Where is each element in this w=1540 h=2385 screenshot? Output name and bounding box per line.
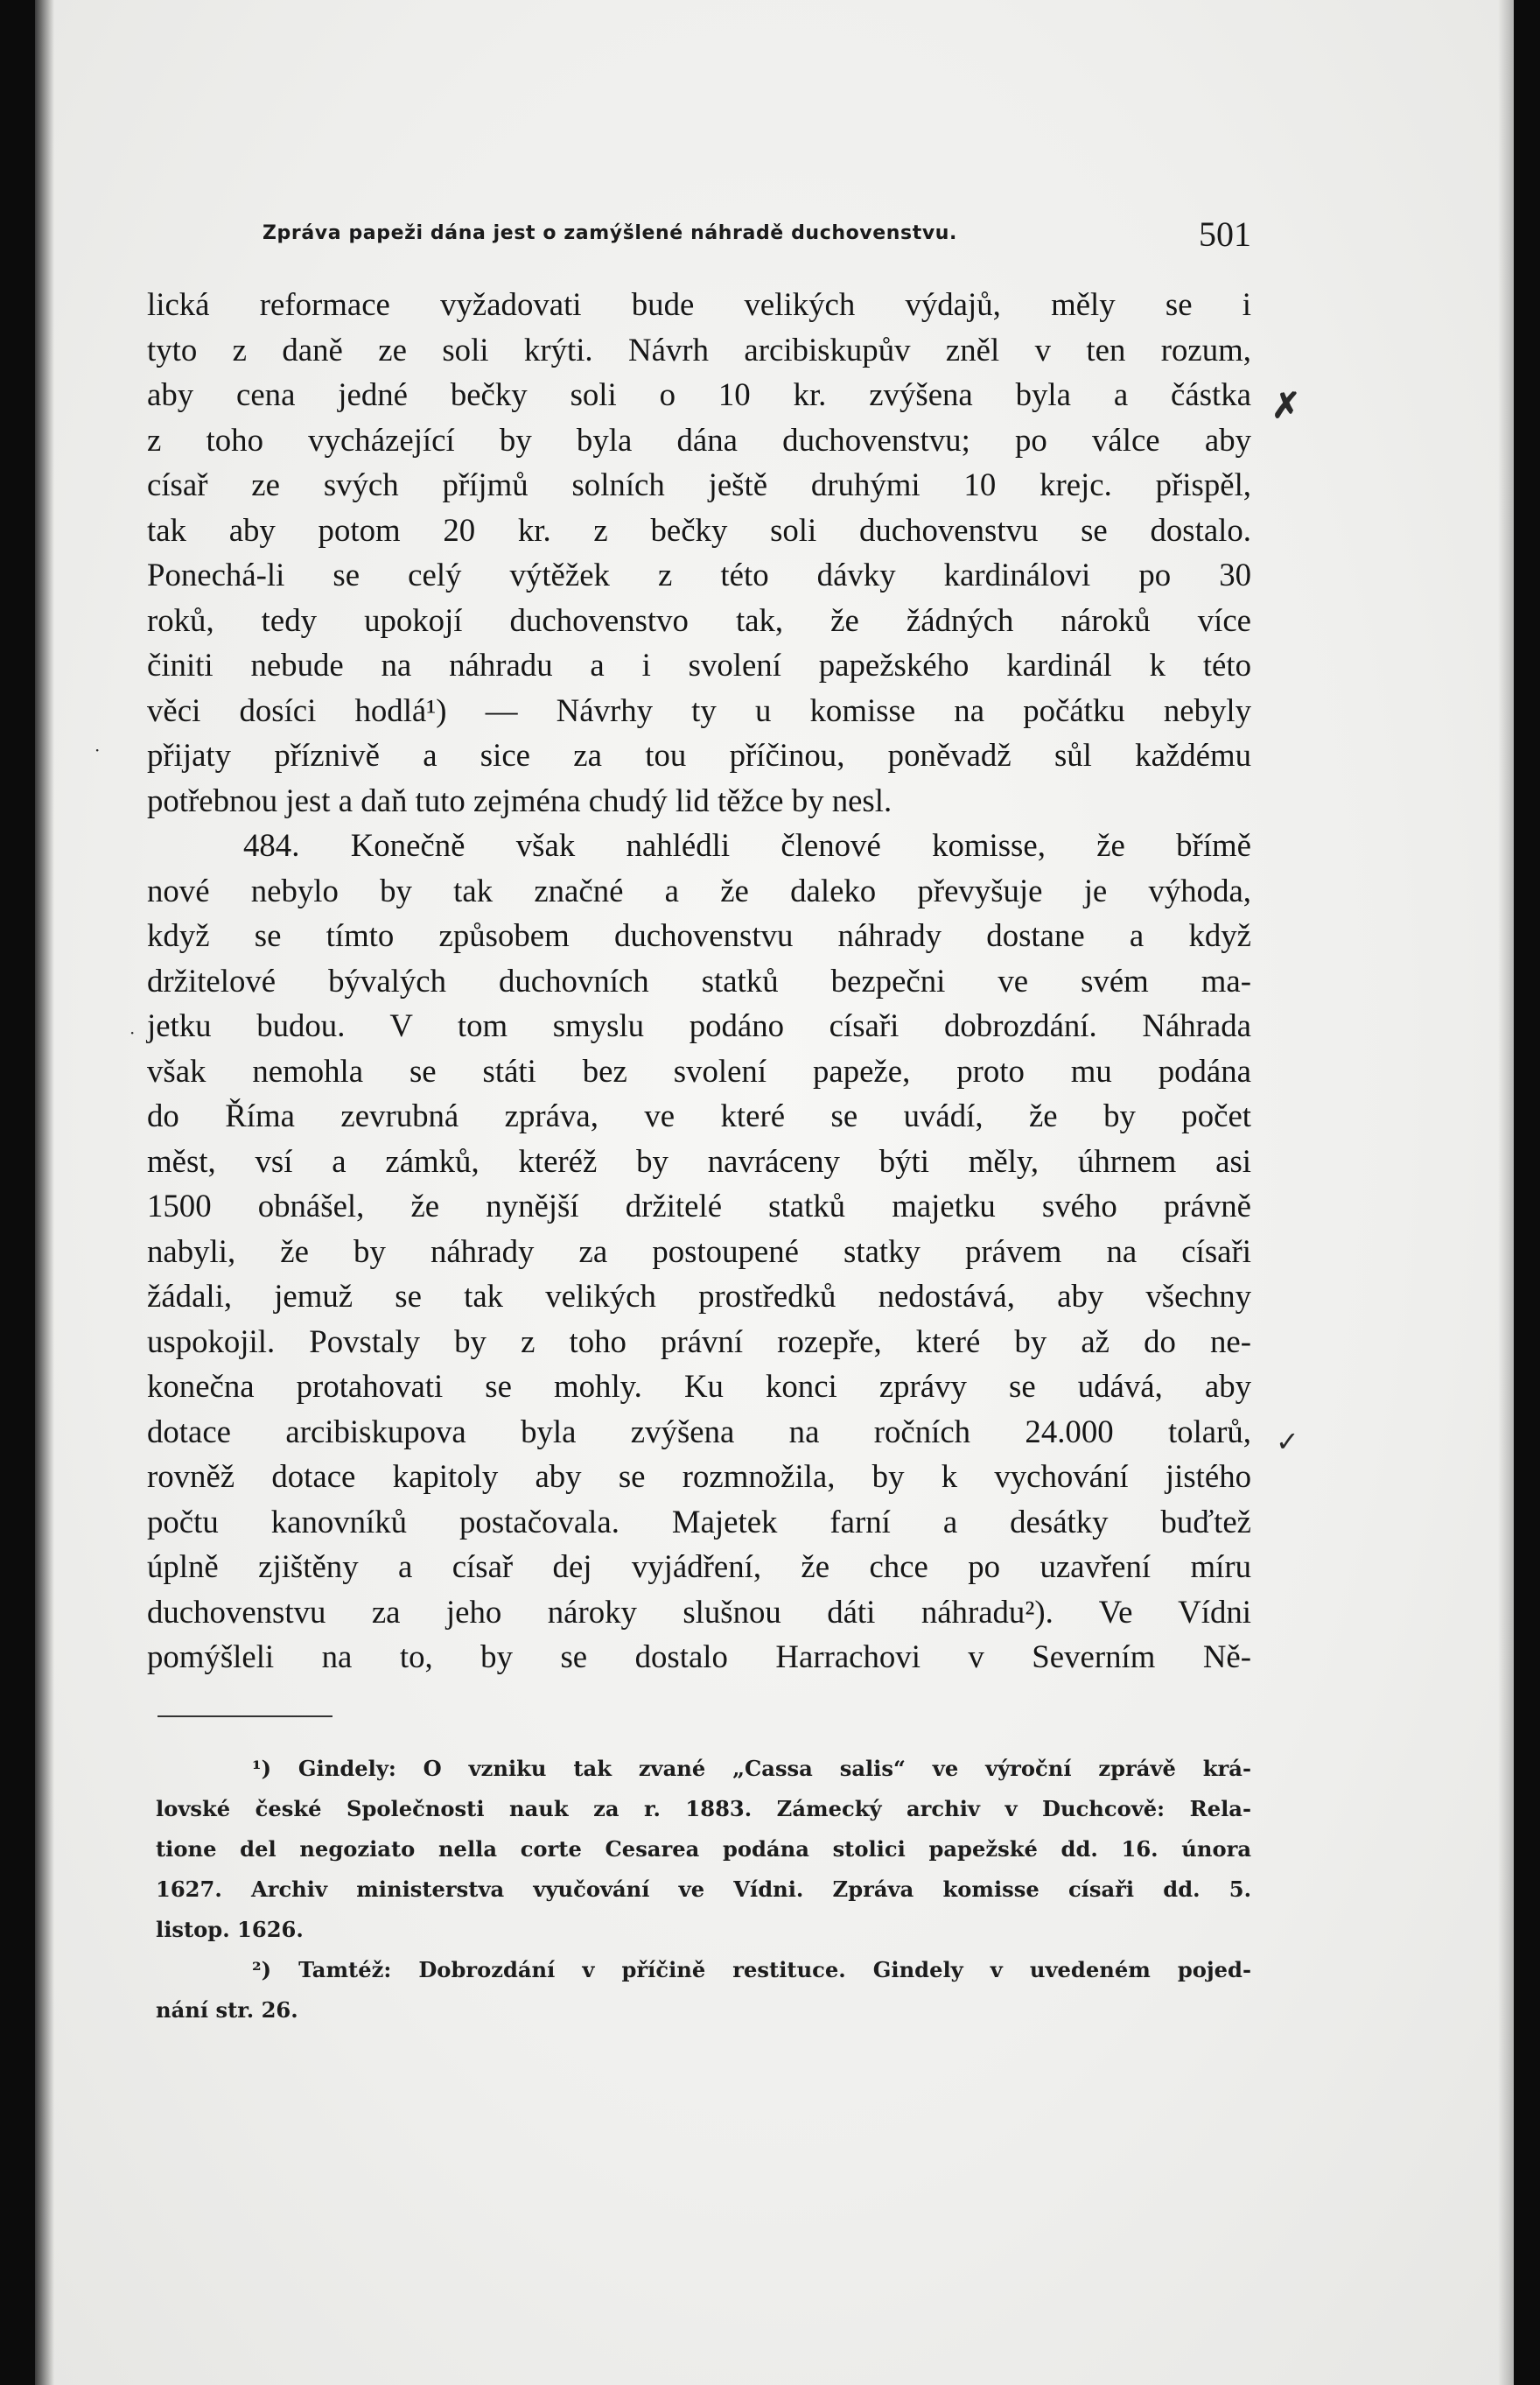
footnote-line: 1627. Archiv ministerstva vyučování ve Vídni. Zpráva komisse císaři dd. 5. [156,1876,1251,1902]
text-line: roků, tedy upokojí duchovenstvo tak, že žádných nároků více [147,601,1251,638]
text-line: nabyli, že by náhrady za postoupené statky právem na císaři [147,1232,1251,1269]
text-line: žádali, jemuž se tak velikých prostředků nedostává, aby všechny [147,1278,1251,1314]
page-edge-shadow [1498,0,1514,2385]
text-line-paragraph-start: 484. Konečně však nahlédli členové komisse, že břímě [243,827,1251,863]
text-line: lická reformace vyžadovati bude velikých výdajů, měly se i [147,286,1251,322]
text-line: počtu kanovníků postačovala. Majetek farní a desátky buďtež [147,1503,1251,1540]
footnote-line: ¹) Gindely: O vzniku tak zvané „Cassa salis“ ve výroční zprávě krá- [252,1756,1251,1781]
text-line: tyto z daně ze soli krýti. Návrh arcibiskupův zněl v ten rozum, [147,331,1251,368]
footnote-line: ²) Tamtéž: Dobrozdání v příčině restituce. Gindely v uvedeném pojed- [252,1957,1251,1982]
text-line: duchovenstvu za jeho nároky slušnou dáti náhradu²). Ve Vídni [147,1593,1251,1630]
main-text [147,282,1251,1680]
text-line: do Říma zevrubná zpráva, ve které se uvádí, že by počet [147,1098,1251,1133]
text-line: když se tímto způsobem duchovenstvu náhrady dostane a když [147,917,1251,953]
footnote-separator [158,1715,332,1717]
text-line: rovněž dotace kapitoly aby se rozmnožila, by k vychování jistého [147,1458,1251,1494]
pencil-mark-icon: ✗ [1271,385,1301,426]
text-line: z toho vycházející by byla dána duchovenstvu; po válce aby [147,421,1251,458]
footnote-line: nání str. 26. [156,1997,298,2023]
footnote-line: tione del negoziato nella corte Cesarea podána stolici papežské dd. 16. února [156,1836,1251,1862]
text-line: tak aby potom 20 kr. z bečky soli duchovenstvu se dostalo. [147,511,1251,548]
pencil-check-icon: ✓ [1276,1425,1299,1458]
page-header [262,214,1251,266]
text-line: měst, vsí a zámků, kteréž by navráceny býti měly, úhrnem asi [147,1142,1251,1179]
text-line: přijaty příznivě a sice za tou příčinou, poněvadž sůl každému [147,737,1251,773]
footnote-line: listop. 1626. [156,1917,304,1942]
text-line: konečna protahovati se mohly. Ku konci zprávy se udává, aby [147,1368,1251,1404]
text-line: Ponechá-li se celý výtěžek z této dávky kardinálovi po 30 [147,557,1251,593]
text-line: držitelové bývalých duchovních statků bezpečni ve svém ma- [147,962,1251,999]
text-line: nové nebylo by tak značné a že daleko převyšuje je výhoda, [147,872,1251,908]
margin-dot-icon: · [94,740,101,761]
text-line: potřebnou jest a daň tuto zejména chudý lid těžce by nesl. [147,782,892,818]
running-title: Zpráva papeži dána jest o zamýšlené náhradě duchovenstvu. [262,222,958,244]
text-line: jetku budou. V tom smyslu podáno císaři dobrozdání. Náhrada [147,1007,1251,1043]
footnote-line: lovské české Společnosti nauk za r. 1883. Zámecký archiv v Duchcově: Rela- [156,1796,1251,1821]
spine-shadow [35,0,54,2385]
text-line: však nemohla se státi bez svolení papeže, proto mu podána [147,1052,1251,1089]
text-line: uspokojil. Povstaly by z toho právní rozepře, které by až do ne- [147,1322,1251,1359]
text-line: činiti nebude na náhradu a i svolení papežského kardinál k této [147,647,1251,683]
text-line: 1500 obnášel, že nynější držitelé statků majetku svého právně [147,1188,1251,1224]
text-line: věci dosíci hodlá¹) — Návrhy ty u komisse na počátku nebyly [147,691,1251,728]
text-line: úplně zjištěny a císař dej vyjádření, že chce po uzavření míru [147,1548,1251,1584]
margin-dot-icon: · [130,1022,136,1043]
text-line: dotace arcibiskupova byla zvýšena na ročních 24.000 tolarů, [147,1413,1251,1449]
page-number: 501 [1199,214,1251,254]
text-line: císař ze svých příjmů solních ještě druhými 10 krejc. přispěl, [147,466,1251,502]
footnotes [156,1749,1251,2031]
text-line: aby cena jedné bečky soli o 10 kr. zvýšena byla a částka [147,376,1251,412]
text-line: pomýšleli na to, by se dostalo Harrachovi v Severním Ně- [147,1638,1251,1674]
